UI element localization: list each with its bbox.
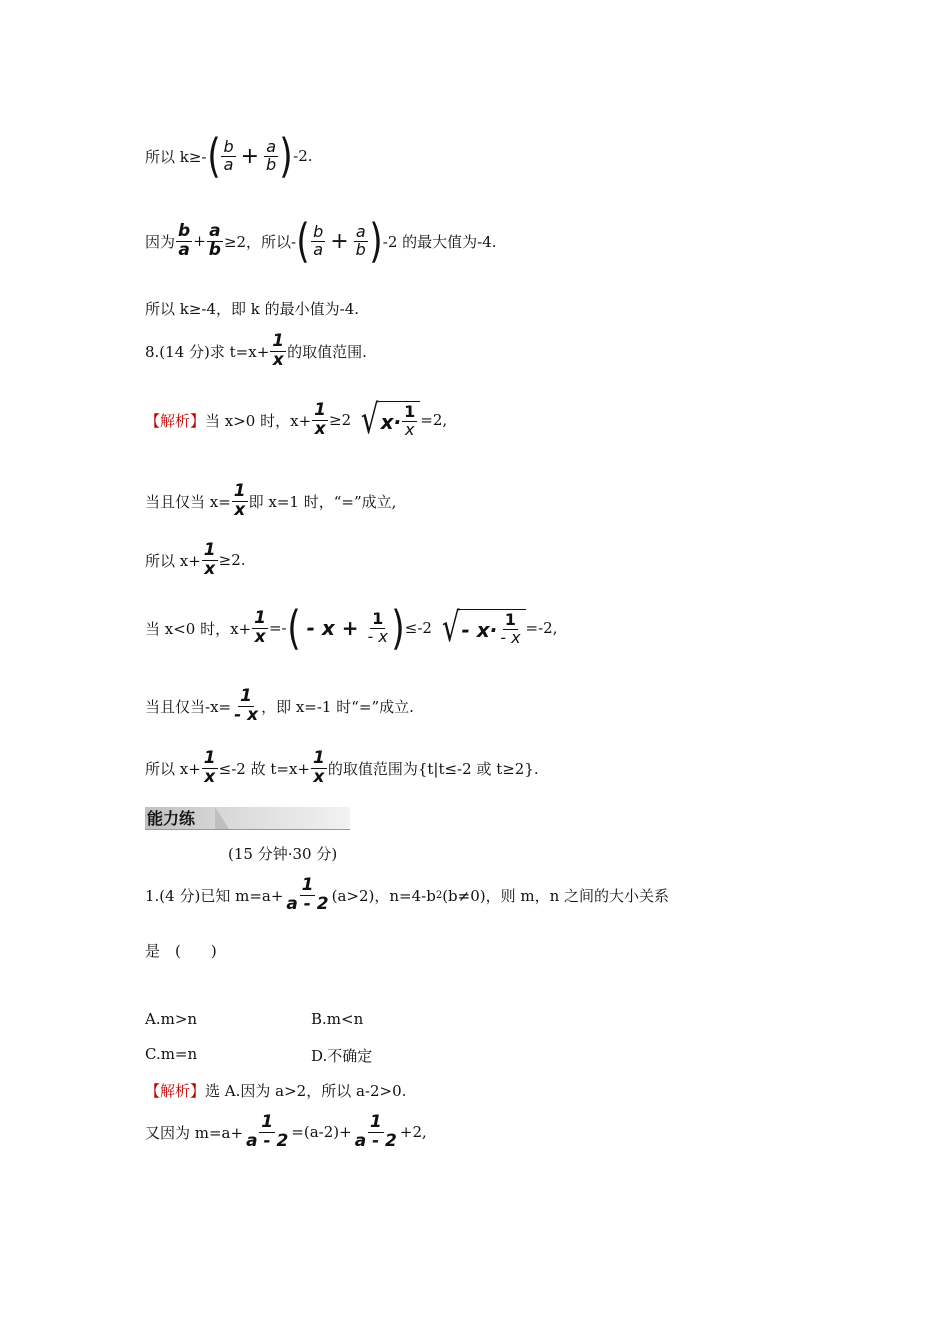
fraction-1-over-x: $\frac{1}{x}$ bbox=[272, 331, 285, 370]
line-max-value bbox=[145, 214, 497, 268]
option-d[interactable]: D.不确定 bbox=[311, 1047, 373, 1065]
text: + bbox=[193, 232, 206, 250]
fraction-1-over-x: $\frac{1}{x}$ bbox=[314, 399, 326, 439]
solution-tag: 【解析】 bbox=[145, 1082, 206, 1100]
right-paren: ) bbox=[391, 601, 405, 655]
question-1-line-2: 是 ( ) bbox=[145, 942, 217, 960]
text: 又因为 m=a+ bbox=[145, 1123, 244, 1142]
fraction-b-over-a: $\frac{b}{a}$ bbox=[313, 221, 324, 259]
neg-x-term: - x + bbox=[306, 616, 359, 640]
text: ≥2，所以- bbox=[223, 232, 297, 251]
text: 所以 k≥- bbox=[145, 147, 207, 166]
solution-line-3 bbox=[145, 542, 246, 579]
solution-line-5 bbox=[145, 688, 414, 725]
right-paren: ) bbox=[279, 129, 293, 183]
line-min-value bbox=[145, 298, 359, 319]
text: 即 x=1 时，“=”成立, bbox=[248, 492, 397, 511]
text: +2, bbox=[399, 1123, 427, 1142]
fraction-b-over-a: $\frac{b}{a}$ bbox=[223, 136, 234, 174]
text: 当且仅当 x= bbox=[145, 492, 231, 511]
text: ≤-2 故 t=x+ bbox=[218, 759, 310, 778]
fraction-b-over-a: $\frac{b}{a}$ bbox=[178, 220, 191, 260]
text: 的取值范围为{t|t≤-2 或 t≥2}. bbox=[327, 759, 539, 778]
solution-line-4 bbox=[145, 601, 558, 655]
fraction-1-over-a-minus-2: $\frac{1}{a - 2}$ bbox=[286, 875, 329, 914]
fraction-1-over-x: $\frac{1}{x}$ bbox=[404, 402, 416, 439]
option-b[interactable]: B.m<n bbox=[311, 1010, 364, 1028]
text: (b≠0)，则 m，n 之间的大小关系 bbox=[442, 886, 670, 905]
square-root: √ x· $\frac{1}{x}$ bbox=[357, 400, 420, 440]
fraction-1-over-neg-x: $\frac{1}{- x}$ bbox=[367, 608, 388, 646]
superscript: 2 bbox=[435, 889, 443, 901]
fraction-a-over-b: $\frac{a}{b}$ bbox=[355, 221, 366, 259]
fraction-1-over-x: $\frac{1}{x}$ bbox=[203, 748, 216, 787]
text: =- bbox=[268, 619, 287, 637]
text: ，即 x=-1 时“=”成立. bbox=[261, 697, 414, 716]
q1-solution-line-2 bbox=[145, 1114, 427, 1151]
radical-sign: √ bbox=[441, 605, 460, 651]
text: ≥2 bbox=[329, 411, 352, 429]
fraction-1-over-a-minus-2: $\frac{1}{a - 2}$ bbox=[354, 1112, 397, 1151]
right-paren: ) bbox=[369, 214, 383, 268]
fraction-1-over-a-minus-2: $\frac{1}{a - 2}$ bbox=[246, 1112, 289, 1151]
text: =2, bbox=[420, 411, 448, 429]
radical-sign: √ bbox=[360, 397, 379, 443]
text: 的取值范围. bbox=[287, 342, 367, 361]
left-paren: ( bbox=[296, 214, 310, 268]
line-k-inequality bbox=[145, 129, 313, 183]
text: 所以 x+ bbox=[145, 759, 201, 778]
option-c[interactable]: C.m=n bbox=[145, 1045, 198, 1063]
section-time: (15 分钟·30 分) bbox=[228, 845, 338, 863]
text: ≤-2 bbox=[404, 619, 432, 637]
text: 当 x<0 时，x+ bbox=[145, 619, 252, 638]
left-paren: ( bbox=[206, 129, 221, 183]
text: -2. bbox=[293, 147, 313, 165]
fraction-1-over-x: $\frac{1}{x}$ bbox=[233, 481, 246, 520]
square-root: √ - x· $\frac{1}{- x}$ bbox=[438, 608, 526, 648]
text: 8.(14 分)求 t=x+ bbox=[145, 342, 270, 361]
text: 因为 bbox=[145, 232, 176, 251]
text: 1.(4 分)已知 m=a+ bbox=[145, 886, 284, 905]
text: 所以 x+ bbox=[145, 551, 201, 570]
fraction-1-over-x: $\frac{1}{x}$ bbox=[254, 607, 266, 647]
plus-sign: + bbox=[240, 143, 260, 169]
fraction-a-over-b: $\frac{a}{b}$ bbox=[266, 136, 277, 174]
question-8 bbox=[145, 333, 367, 370]
text: -2 的最大值为-4. bbox=[382, 232, 497, 251]
text: 当 x>0 时，x+ bbox=[205, 411, 312, 430]
text: 当且仅当-x= bbox=[145, 697, 232, 716]
fraction-1-over-neg-x: $\frac{1}{- x}$ bbox=[500, 610, 521, 647]
text: 所以 k≥-4，即 k 的最小值为-4. bbox=[145, 300, 360, 318]
text: ≥2. bbox=[218, 551, 246, 570]
text: 选 A.因为 a>2，所以 a-2>0. bbox=[205, 1082, 407, 1100]
solution-line-6 bbox=[145, 750, 539, 787]
q1-solution-line-1 bbox=[145, 1080, 406, 1101]
left-paren: ( bbox=[286, 601, 301, 655]
fraction-1-over-x: $\frac{1}{x}$ bbox=[203, 540, 216, 579]
fraction-a-over-b: $\frac{a}{b}$ bbox=[208, 220, 221, 260]
fraction-1-over-neg-x: $\frac{1}{- x}$ bbox=[234, 686, 259, 725]
fraction-1-over-x: $\frac{1}{x}$ bbox=[312, 748, 325, 787]
section-title: 能力练 bbox=[147, 809, 196, 828]
section-divider bbox=[145, 829, 350, 830]
text: =-2, bbox=[525, 619, 558, 637]
solution-tag: 【解析】 bbox=[145, 411, 206, 430]
plus-sign: + bbox=[330, 228, 349, 254]
option-a[interactable]: A.m>n bbox=[145, 1010, 198, 1028]
solution-line-2 bbox=[145, 483, 396, 520]
solution-line-1 bbox=[145, 397, 448, 443]
question-1 bbox=[145, 877, 669, 914]
text: =(a-2)+ bbox=[291, 1123, 352, 1142]
text: (a>2)，n=4-b bbox=[331, 886, 436, 905]
